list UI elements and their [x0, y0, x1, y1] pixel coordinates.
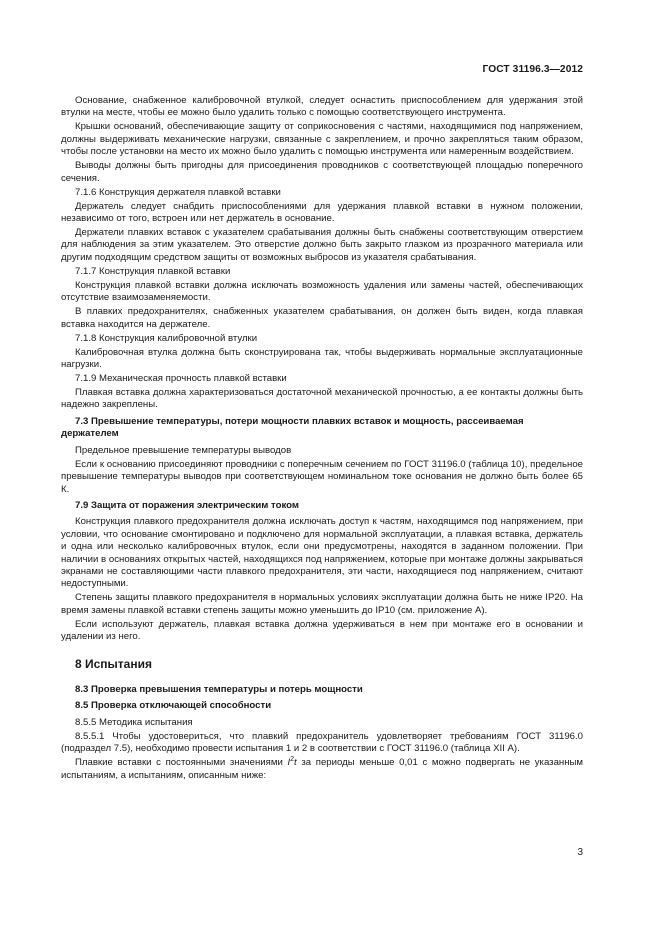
section-heading: 8.3 Проверка превышения температуры и потерь мощности: [75, 683, 363, 695]
formula-exponent: 2: [290, 756, 295, 764]
body-paragraph: 8.5.5.1 Чтобы удостовериться, что плавкий предохранитель удовлетворяет требованиям ГОСТ 31196.0 (подраздел 7.5), необходимо провести испытания 1 и 2 в соответствии с ГОСТ 31196.0 (таблица XII А).: [61, 730, 583, 755]
body-paragraph: Крышки оснований, обеспечивающие защиту от соприкосновения с частями, находящимися под напряжением, должны выдерживать механические нагрузки, связанные с закреплением, и прочно закрепляться таким образом, чтобы после установки на место их можно было удалить с помощью инструмента или намеренным воздействием.: [61, 121, 583, 158]
body-paragraph: Основание, снабженное калибровочной втулкой, следует оснастить приспособлением для удержания этой втулки на месте, чтобы ее можно было удалить только с помощью соответствующего инструмента.: [61, 95, 583, 119]
body-paragraph: 7.1.9 Механическая прочность плавкой вставки: [75, 373, 287, 385]
body-paragraph: Конструкция плавкой вставки должна исключать возможность удаления или замены частей, обеспечивающих отсутствие взаимозаменяемости.: [61, 279, 583, 304]
body-paragraph: 7.1.8 Конструкция калибровочной втулки: [75, 332, 258, 344]
body-paragraph: Калибровочная втулка должна быть сконструирована так, чтобы выдерживать нормальные эксплуатационные нагрузки.: [61, 346, 583, 371]
formula-variable: t: [294, 757, 297, 769]
body-paragraph: Если к основанию присоединяют проводники с поперечным сечением по ГОСТ 31196.0 (таблица 10), предельное превышение температуры выводов при соответствующем номинальном токе основания не должно быть более 65 К.: [61, 458, 583, 495]
body-paragraph: 7.1.7 Конструкция плавкой вставки: [75, 265, 231, 277]
body-paragraph: [61, 757, 583, 782]
page-number: 3: [577, 847, 583, 858]
body-paragraph: Степень защиты плавкого предохранителя в нормальных условиях эксплуатации должна быть не ниже IP20. На время замены плавкой вставки степень защиты можно уменьшить до IP10 (см. приложение А).: [61, 592, 583, 616]
paragraph-text: за периоды меньше 0,01 с можно подвергать не указанным испытаниям, а испытаниям, описанным ниже:: [61, 757, 583, 781]
body-paragraph: Держатель следует снабдить приспособлениями для удержания плавкой вставки в нужном положении, независимо от того, встроен или нет держатель в основание.: [61, 200, 583, 225]
body-paragraph: Плавкая вставка должна характеризоваться достаточной механической прочностью, а ее контакты должны быть надежно закреплены.: [61, 387, 583, 411]
section-heading: 8 Испытания: [75, 656, 152, 671]
body-paragraph: В плавких предохранителях, снабженных указателем срабатывания, он должен быть виден, когда плавкая вставка находится на держателе.: [61, 306, 583, 330]
body-paragraph: 7.1.6 Конструкция держателя плавкой вставки: [75, 186, 281, 198]
section-heading: 8.5 Проверка отключающей способности: [75, 700, 272, 712]
paragraph-text: Плавкие вставки с постоянными значениями: [75, 757, 288, 769]
body-paragraph: Предельное превышение температуры выводов: [75, 444, 292, 456]
body-paragraph: 8.5.5 Методика испытания: [75, 716, 193, 728]
formula-symbol: I: [287, 757, 291, 769]
body-paragraph: Конструкция плавкого предохранителя должна исключать доступ к частям, находящимся под напряжением, при условии, что основание смонтировано и подключено для нормальной эксплуатации, а плавкая вставка, держатель и одна или несколько калибровочных втулок, если они предусмотрены, находятся в заданном положении. При наличии в основаниях открытых частей, находящихся под напряжением, которые при монтаже должны закрываться экранами не составляющими части плавкого предохранителя, эти части, находящиеся под напряжением, считают недоступными.: [61, 516, 583, 590]
body-paragraph: Выводы должны быть пригодны для присоединения проводников с соответствующей площадью поперечного сечения.: [61, 160, 583, 184]
section-heading: 7.9 Защита от поражения электрическим током: [75, 499, 299, 511]
body-paragraph: Держатели плавких вставок с указателем срабатывания должны быть снабжены соответствующим отверстием для наблюдения за этим указателем. Это отверстие должно быть закрыто глазком из прозрачного материала или другим подходящим средством защиты от возможных выбросов из указателя срабатывания.: [61, 227, 583, 263]
body-paragraph: Если используют держатель, плавкая вставка должна удерживаться в нем при монтаже его в основании и удалении из него.: [61, 618, 583, 643]
standard-designation: ГОСТ 31196.3—2012: [482, 64, 583, 75]
document-body: [61, 95, 583, 784]
section-heading: 7.3 Превышение температуры, потери мощности плавких вставок и мощность, рассеиваемая держателем: [61, 415, 524, 440]
